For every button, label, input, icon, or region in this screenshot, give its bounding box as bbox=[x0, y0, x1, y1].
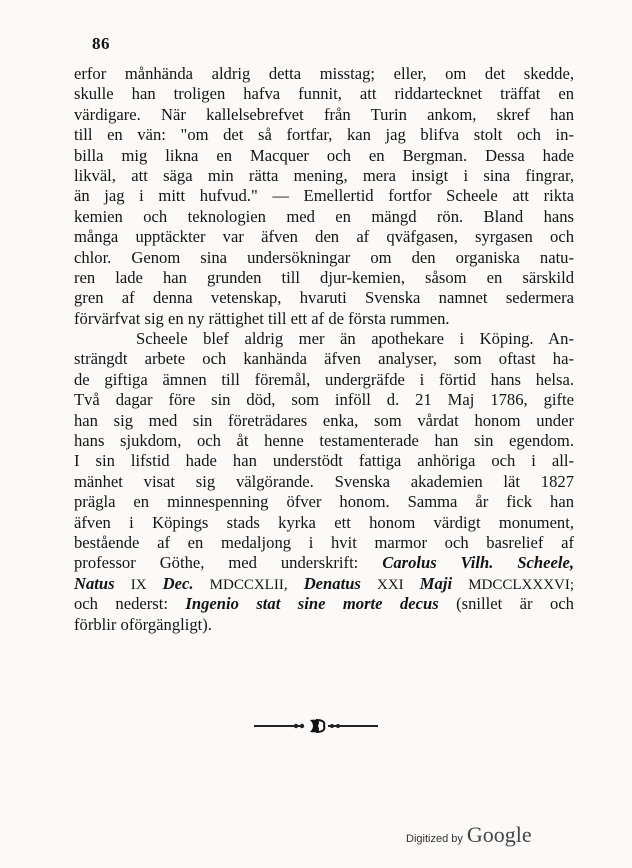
text-line: I sin lifstid hade han understödt fattiga anhöriga och i all- bbox=[74, 451, 574, 471]
text-line: förblir oförgängligt). bbox=[74, 614, 212, 634]
inscription-natus-year: MDCCXLII, bbox=[209, 576, 288, 593]
text-line: bestående af en medaljong i hvit marmor och basrelief af bbox=[74, 532, 574, 552]
text-fragment: och nederst: bbox=[74, 594, 168, 614]
text-line-motto bbox=[74, 594, 574, 614]
text-line-inscription-start bbox=[74, 553, 574, 573]
inscription-denatus-day: XXI bbox=[377, 576, 404, 593]
text-line: likväl, att säga min rätta mening, mera insigt i sina fingrar, bbox=[74, 165, 574, 185]
text-line: Två dagar före sin död, som inföll d. 21 Maj 1786, gifte bbox=[74, 390, 574, 410]
inscription-natus: Natus bbox=[74, 573, 115, 593]
google-logo-text: Google bbox=[466, 822, 532, 847]
text-line: prägla en minnespenning öfver honom. Samma år fick han bbox=[74, 492, 574, 512]
text-line: chlor. Genom sina undersökningar om den organiska natu- bbox=[74, 247, 574, 267]
digitized-prefix: Digitized by bbox=[406, 833, 463, 845]
page-number: 86 bbox=[92, 34, 110, 53]
text-line: ren lade han grunden till djur-kemien, såsom en särskild bbox=[74, 267, 574, 287]
inscription-natus-month: Dec. bbox=[162, 573, 194, 593]
text-fragment: (snillet är och bbox=[456, 594, 574, 614]
text-line: de giftiga ämnen till föremål, undergräfde i förtid hans helsa. bbox=[74, 369, 574, 389]
text-fragment: professor Göthe, med underskrift: bbox=[74, 553, 359, 573]
ornament-divider-icon bbox=[252, 716, 380, 736]
inscription-natus-day: IX bbox=[130, 576, 147, 593]
text-line: äfven i Köpings stads kyrka ett honom värdigt monument, bbox=[74, 512, 574, 532]
text-line-inscription-dates bbox=[74, 574, 574, 594]
text-line: hans sjukdom, och åt henne testamenterade han sin egendom. bbox=[74, 431, 574, 451]
text-line: han sig med sin företrädares enka, som vårdat honom under bbox=[74, 410, 574, 430]
inscription-denatus: Denatus bbox=[303, 573, 361, 593]
text-line: strängdt arbete och kanhända äfven analyser, som oftast ha- bbox=[74, 349, 574, 369]
inscription-denatus-month: Maji bbox=[419, 573, 453, 593]
text-line: kemien och teknologien med en mängd rön. Bland hans bbox=[74, 206, 574, 226]
text-line: skulle han troligen hafva funnit, att riddartecknet träffat en bbox=[74, 84, 574, 104]
inscription-name: Carolus Vilh. Scheele, bbox=[382, 553, 574, 573]
inscription-motto: Ingenio stat sine morte decus bbox=[185, 594, 439, 614]
text-line: mänhet visat sig välgörande. Svenska akademien lät 1827 bbox=[74, 471, 574, 491]
text-line: förvärfvat sig en ny rättighet till ett af de första rummen. bbox=[74, 308, 450, 328]
body-text bbox=[74, 64, 574, 635]
inscription-denatus-year: MDCCLXXXVI; bbox=[468, 576, 575, 593]
text-line: billa mig likna en Macquer och en Bergman. Dessa hade bbox=[74, 145, 574, 165]
text-line: värdigare. När kallelsebrefvet från Turin ankom, skref han bbox=[74, 104, 574, 124]
text-line: till en vän: "om det så fortfar, kan jag blifva stolt och in- bbox=[74, 125, 574, 145]
digitized-by-watermark bbox=[406, 822, 532, 848]
text-line: Scheele blef aldrig mer än apothekare i Köping. An- bbox=[136, 329, 574, 349]
text-line: erfor månhända aldrig detta misstag; eller, om det skedde, bbox=[74, 64, 574, 83]
text-line: många upptäckter var äfven den af qväfgasen, syrgasen och bbox=[74, 227, 574, 247]
text-line: gren af denna vetenskap, hvaruti Svenska namnet sedermera bbox=[74, 288, 574, 308]
text-line: än jag i mitt hufvud." — Emellertid fortfor Scheele att rikta bbox=[74, 186, 574, 206]
